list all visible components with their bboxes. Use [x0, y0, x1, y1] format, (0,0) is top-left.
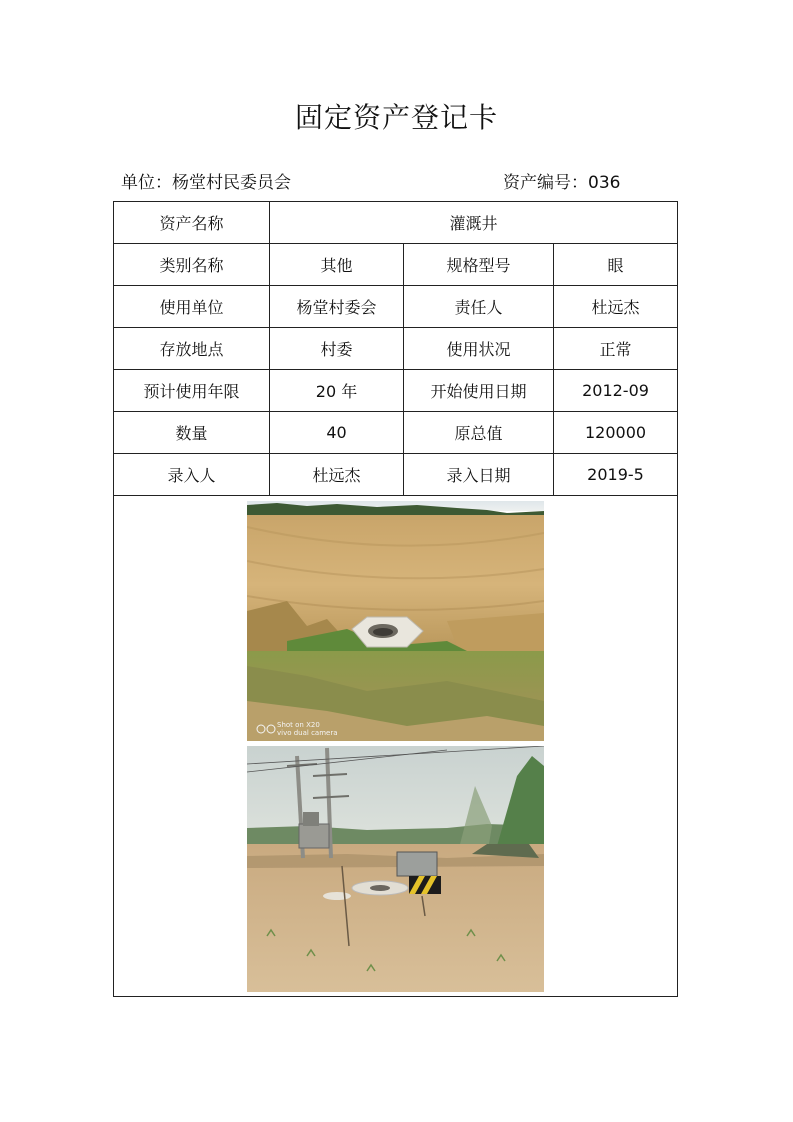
cell-label: 责任人 [404, 286, 554, 328]
cell-label: 使用单位 [114, 286, 270, 328]
table-row [114, 286, 678, 328]
camera-watermark-text: Shot on X20 [277, 721, 320, 729]
card-title: 固定资产登记卡 [294, 101, 498, 134]
cell-label: 开始使用日期 [404, 370, 554, 412]
cell-label: 使用状况 [404, 328, 554, 370]
photo-well-site-power-pole [247, 746, 544, 992]
table-row [114, 496, 678, 997]
cell-label: 类别名称 [114, 244, 270, 286]
cell-label: 存放地点 [114, 328, 270, 370]
table-row [114, 244, 678, 286]
cell-label: 原总值 [404, 412, 554, 454]
cell-value: 正常 [554, 328, 678, 370]
cell-value: 2019-5 [554, 454, 678, 496]
cell-value: 村委 [270, 328, 404, 370]
cell-value: 2012-09 [554, 370, 678, 412]
table-row [114, 328, 678, 370]
photo-cell [114, 496, 678, 997]
cell-value: 20 年 [270, 370, 404, 412]
cell-value: 杜远杰 [270, 454, 404, 496]
cell-value: 灌溉井 [270, 202, 678, 244]
cell-label: 预计使用年限 [114, 370, 270, 412]
cell-value: 120000 [554, 412, 678, 454]
table-row [114, 202, 678, 244]
unit-label: 单位：杨堂村民委员会 [121, 173, 291, 193]
cell-value: 杜远杰 [554, 286, 678, 328]
cell-label: 数量 [114, 412, 270, 454]
cell-value: 眼 [554, 244, 678, 286]
cell-value: 杨堂村委会 [270, 286, 404, 328]
cell-label: 规格型号 [404, 244, 554, 286]
camera-watermark-text: vivo dual camera [277, 729, 338, 737]
cell-label: 录入人 [114, 454, 270, 496]
cell-value: 其他 [270, 244, 404, 286]
cell-label: 资产名称 [114, 202, 270, 244]
table-row [114, 370, 678, 412]
photo-wheat-field-well [247, 501, 544, 741]
asset-card-table [113, 201, 678, 997]
table-row [114, 412, 678, 454]
cell-label: 录入日期 [404, 454, 554, 496]
asset-number: 资产编号：036 [503, 173, 621, 193]
cell-value: 40 [270, 412, 404, 454]
table-row [114, 454, 678, 496]
